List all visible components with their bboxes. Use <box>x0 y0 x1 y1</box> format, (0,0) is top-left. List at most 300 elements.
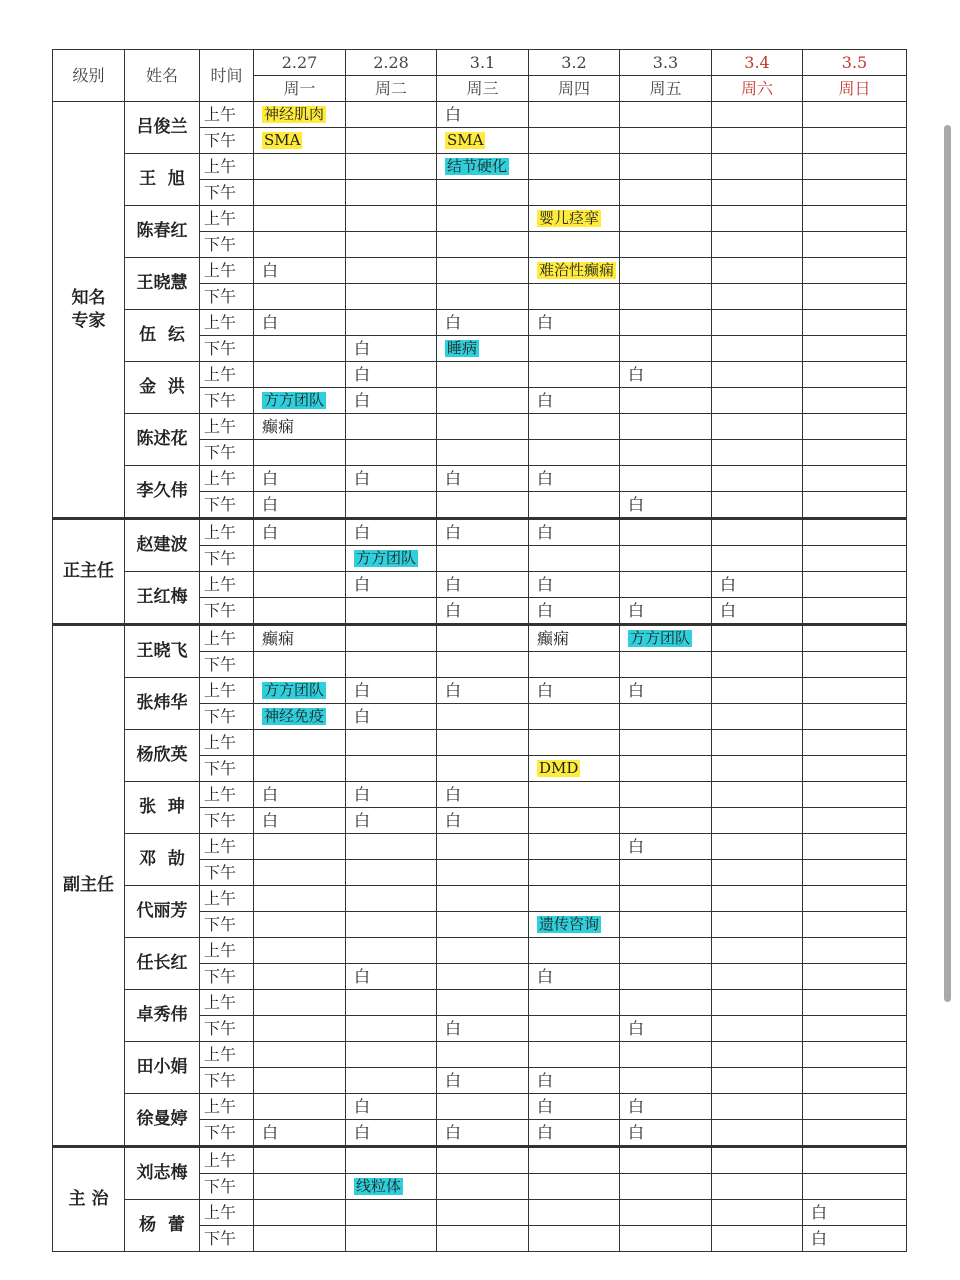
slot-label: 下午 <box>200 1016 254 1042</box>
schedule-cell: 白 <box>346 782 437 808</box>
schedule-cell <box>254 362 346 388</box>
schedule-cell <box>437 1042 529 1068</box>
schedule-cell <box>254 284 346 310</box>
schedule-cell <box>620 1200 712 1226</box>
header-cell: 姓名 <box>125 50 200 102</box>
schedule-cell <box>254 336 346 362</box>
doctor-name: 卓秀伟 <box>125 990 200 1042</box>
schedule-cell <box>346 1068 437 1094</box>
schedule-cell <box>712 1147 803 1174</box>
header-cell: 级别 <box>53 50 125 102</box>
schedule-cell: 白 <box>437 310 529 336</box>
schedule-cell <box>437 388 529 414</box>
schedule-cell <box>620 912 712 938</box>
doctor-name: 王晓慧 <box>125 258 200 310</box>
schedule-cell <box>529 154 620 180</box>
clinic-tag: SMA <box>264 131 301 149</box>
schedule-cell <box>803 625 907 652</box>
schedule-cell <box>437 652 529 678</box>
schedule-cell <box>712 1174 803 1200</box>
schedule-cell <box>346 180 437 206</box>
slot-label: 下午 <box>200 912 254 938</box>
slot-label: 下午 <box>200 128 254 154</box>
schedule-cell: 白 <box>620 678 712 704</box>
schedule-cell <box>803 1120 907 1147</box>
schedule-cell <box>620 652 712 678</box>
schedule-cell <box>620 756 712 782</box>
clinic-tag: 难治性癫痫 <box>539 261 615 279</box>
slot-label: 下午 <box>200 964 254 990</box>
schedule-cell <box>254 572 346 598</box>
schedule-cell <box>712 414 803 440</box>
schedule-cell <box>803 492 907 519</box>
schedule-cell <box>620 336 712 362</box>
schedule-cell <box>712 704 803 730</box>
schedule-cell <box>437 1226 529 1252</box>
doctor-name: 杨 蕾 <box>125 1200 200 1252</box>
doctor-name: 张 珅 <box>125 782 200 834</box>
schedule-cell <box>620 154 712 180</box>
schedule-cell <box>346 492 437 519</box>
schedule-cell <box>712 886 803 912</box>
slot-label: 下午 <box>200 1068 254 1094</box>
schedule-cell <box>437 154 529 180</box>
clinic-schedule-table <box>52 49 907 1252</box>
slot-label: 上午 <box>200 1200 254 1226</box>
doctor-name: 邓 劼 <box>125 834 200 886</box>
schedule-cell <box>712 1068 803 1094</box>
schedule-cell <box>529 860 620 886</box>
schedule-cell <box>346 652 437 678</box>
schedule-cell: 白 <box>529 388 620 414</box>
schedule-cell <box>346 128 437 154</box>
schedule-cell: 白 <box>346 362 437 388</box>
schedule-cell <box>803 128 907 154</box>
schedule-cell <box>254 704 346 730</box>
doctor-name: 杨欣英 <box>125 730 200 782</box>
doctor-name: 田小娟 <box>125 1042 200 1094</box>
schedule-cell <box>529 232 620 258</box>
table-row <box>53 1147 907 1174</box>
schedule-cell <box>712 912 803 938</box>
schedule-cell <box>712 1226 803 1252</box>
table-row <box>53 730 907 756</box>
schedule-cell <box>437 1200 529 1226</box>
schedule-cell: 白 <box>254 258 346 284</box>
table-row <box>53 938 907 964</box>
slot-label: 上午 <box>200 519 254 546</box>
schedule-cell <box>529 730 620 756</box>
schedule-cell <box>437 756 529 782</box>
schedule-cell: 白 <box>437 598 529 625</box>
slot-label: 下午 <box>200 180 254 206</box>
schedule-cell <box>803 310 907 336</box>
schedule-cell: 白 <box>254 466 346 492</box>
schedule-cell <box>712 990 803 1016</box>
schedule-cell: 白 <box>529 964 620 990</box>
schedule-cell <box>620 964 712 990</box>
slot-label: 上午 <box>200 258 254 284</box>
schedule-cell <box>803 1016 907 1042</box>
date-header: 2.27 <box>254 50 346 76</box>
schedule-cell <box>529 756 620 782</box>
table-row <box>53 834 907 860</box>
weekday-header: 周二 <box>346 76 437 102</box>
slot-label: 下午 <box>200 232 254 258</box>
table-row <box>53 625 907 652</box>
doctor-name: 陈春红 <box>125 206 200 258</box>
slot-label: 上午 <box>200 102 254 128</box>
schedule-cell <box>712 625 803 652</box>
schedule-cell <box>437 938 529 964</box>
schedule-cell <box>346 938 437 964</box>
schedule-cell: 白 <box>437 572 529 598</box>
schedule-cell <box>437 206 529 232</box>
header-cell: 时间 <box>200 50 254 102</box>
schedule-cell <box>712 1094 803 1120</box>
schedule-cell <box>712 206 803 232</box>
schedule-cell: 白 <box>437 678 529 704</box>
slot-label: 上午 <box>200 730 254 756</box>
slot-label: 上午 <box>200 154 254 180</box>
doctor-name: 吕俊兰 <box>125 102 200 154</box>
clinic-tag: 方方团队 <box>356 549 417 567</box>
schedule-cell <box>803 834 907 860</box>
schedule-cell: 白 <box>712 598 803 625</box>
schedule-cell <box>254 678 346 704</box>
schedule-cell <box>529 546 620 572</box>
schedule-cell <box>437 414 529 440</box>
schedule-cell <box>254 730 346 756</box>
slot-label: 上午 <box>200 206 254 232</box>
schedule-cell <box>620 546 712 572</box>
date-header: 3.5 <box>803 50 907 76</box>
schedule-cell <box>254 1147 346 1174</box>
schedule-cell <box>254 1068 346 1094</box>
clinic-tag: 结节硬化 <box>447 157 508 175</box>
schedule-cell <box>529 362 620 388</box>
schedule-cell <box>803 808 907 834</box>
schedule-cell <box>712 1016 803 1042</box>
schedule-cell <box>254 1174 346 1200</box>
schedule-cell <box>803 440 907 466</box>
clinic-tag: 婴儿痉挛 <box>539 209 600 227</box>
schedule-cell <box>346 886 437 912</box>
schedule-cell: 白 <box>620 1016 712 1042</box>
slot-label: 上午 <box>200 886 254 912</box>
schedule-cell <box>254 598 346 625</box>
slot-label: 下午 <box>200 440 254 466</box>
schedule-cell <box>712 678 803 704</box>
date-header: 2.28 <box>346 50 437 76</box>
schedule-cell <box>712 492 803 519</box>
schedule-cell <box>803 206 907 232</box>
slot-label: 上午 <box>200 625 254 652</box>
schedule-cell: 白 <box>529 310 620 336</box>
schedule-cell <box>712 1120 803 1147</box>
schedule-cell <box>712 440 803 466</box>
schedule-cell <box>803 1174 907 1200</box>
schedule-cell <box>620 128 712 154</box>
schedule-cell <box>529 440 620 466</box>
schedule-cell: 白 <box>529 1068 620 1094</box>
schedule-cell <box>529 1174 620 1200</box>
schedule-cell <box>803 466 907 492</box>
schedule-cell <box>712 128 803 154</box>
schedule-cell: 白 <box>346 388 437 414</box>
schedule-cell <box>620 572 712 598</box>
schedule-cell <box>529 1042 620 1068</box>
weekday-header: 周四 <box>529 76 620 102</box>
schedule-cell <box>437 834 529 860</box>
date-header: 3.1 <box>437 50 529 76</box>
clinic-tag: SMA <box>447 131 484 149</box>
schedule-cell <box>254 102 346 128</box>
schedule-cell: 白 <box>620 834 712 860</box>
vertical-scrollbar[interactable] <box>944 125 951 1002</box>
schedule-cell <box>529 492 620 519</box>
table-row <box>53 1200 907 1226</box>
clinic-tag: 神经免疫 <box>264 707 325 725</box>
schedule-cell <box>346 990 437 1016</box>
date-header: 3.3 <box>620 50 712 76</box>
slot-label: 上午 <box>200 1042 254 1068</box>
schedule-cell <box>803 782 907 808</box>
schedule-cell <box>529 938 620 964</box>
schedule-cell <box>346 1174 437 1200</box>
weekday-header: 周三 <box>437 76 529 102</box>
schedule-cell <box>620 1174 712 1200</box>
schedule-cell <box>254 232 346 258</box>
schedule-cell <box>620 730 712 756</box>
doctor-name: 李久伟 <box>125 466 200 519</box>
schedule-cell: 白 <box>254 310 346 336</box>
doctor-name: 任长红 <box>125 938 200 990</box>
schedule-cell <box>529 1016 620 1042</box>
schedule-cell <box>712 362 803 388</box>
clinic-tag: 方方团队 <box>264 391 325 409</box>
schedule-cell <box>346 232 437 258</box>
schedule-cell <box>712 284 803 310</box>
schedule-cell <box>712 546 803 572</box>
schedule-cell: 白 <box>346 336 437 362</box>
schedule-cell <box>620 625 712 652</box>
schedule-cell <box>620 466 712 492</box>
schedule-cell <box>437 1094 529 1120</box>
schedule-cell: 白 <box>346 964 437 990</box>
weekday-header: 周六 <box>712 76 803 102</box>
schedule-cell <box>346 860 437 886</box>
doctor-name: 赵建波 <box>125 519 200 572</box>
schedule-cell: 白 <box>437 808 529 834</box>
schedule-cell <box>712 519 803 546</box>
schedule-cell <box>803 388 907 414</box>
schedule-cell <box>712 336 803 362</box>
schedule-cell <box>803 652 907 678</box>
schedule-cell: 白 <box>620 492 712 519</box>
schedule-cell <box>437 1174 529 1200</box>
schedule-cell: 白 <box>620 362 712 388</box>
schedule-cell <box>712 388 803 414</box>
schedule-cell: 白 <box>254 808 346 834</box>
clinic-tag: 线粒体 <box>356 1177 402 1195</box>
slot-label: 下午 <box>200 1226 254 1252</box>
schedule-cell <box>437 258 529 284</box>
schedule-cell <box>620 310 712 336</box>
schedule-cell <box>346 414 437 440</box>
slot-label: 上午 <box>200 782 254 808</box>
schedule-cell: 白 <box>346 466 437 492</box>
schedule-cell: 白 <box>620 598 712 625</box>
schedule-cell <box>529 782 620 808</box>
schedule-cell <box>437 546 529 572</box>
slot-label: 下午 <box>200 1120 254 1147</box>
schedule-cell <box>437 232 529 258</box>
schedule-cell <box>254 990 346 1016</box>
table-row <box>53 466 907 492</box>
schedule-cell <box>346 756 437 782</box>
clinic-tag: 方方团队 <box>630 629 691 647</box>
schedule-cell: 白 <box>529 598 620 625</box>
clinic-tag: 方方团队 <box>264 681 325 699</box>
schedule-cell <box>437 964 529 990</box>
schedule-cell <box>437 492 529 519</box>
schedule-cell <box>803 572 907 598</box>
schedule-cell: 白 <box>346 1120 437 1147</box>
table-row <box>53 154 907 180</box>
schedule-cell <box>803 414 907 440</box>
schedule-cell <box>803 964 907 990</box>
schedule-cell <box>529 834 620 860</box>
schedule-cell <box>803 258 907 284</box>
schedule-cell <box>712 808 803 834</box>
table-row <box>53 782 907 808</box>
schedule-cell <box>346 625 437 652</box>
schedule-cell <box>346 102 437 128</box>
doctor-name: 王红梅 <box>125 572 200 625</box>
schedule-cell <box>712 782 803 808</box>
slot-label: 上午 <box>200 678 254 704</box>
schedule-cell <box>529 102 620 128</box>
group-label: 副主任 <box>53 625 125 1147</box>
schedule-cell: 白 <box>529 1094 620 1120</box>
table-row <box>53 519 907 546</box>
schedule-cell <box>803 598 907 625</box>
weekday-header: 周日 <box>803 76 907 102</box>
schedule-cell <box>529 284 620 310</box>
doctor-name: 金 洪 <box>125 362 200 414</box>
schedule-cell <box>620 808 712 834</box>
schedule-cell: 白 <box>346 519 437 546</box>
schedule-cell <box>620 938 712 964</box>
slot-label: 上午 <box>200 466 254 492</box>
group-label: 主 治 <box>53 1147 125 1252</box>
schedule-cell <box>346 206 437 232</box>
schedule-cell <box>254 1042 346 1068</box>
slot-label: 下午 <box>200 492 254 519</box>
schedule-cell <box>712 466 803 492</box>
schedule-cell: 白 <box>437 1120 529 1147</box>
schedule-cell: 白 <box>254 782 346 808</box>
schedule-cell <box>620 1042 712 1068</box>
schedule-cell <box>346 1147 437 1174</box>
date-header: 3.2 <box>529 50 620 76</box>
schedule-cell: 白 <box>346 1094 437 1120</box>
schedule-cell <box>254 128 346 154</box>
schedule-cell <box>712 258 803 284</box>
schedule-cell <box>803 362 907 388</box>
slot-label: 下午 <box>200 388 254 414</box>
table-row <box>53 886 907 912</box>
weekday-header: 周五 <box>620 76 712 102</box>
schedule-cell <box>620 440 712 466</box>
table-row <box>53 990 907 1016</box>
clinic-tag: DMD <box>539 759 579 777</box>
slot-label: 下午 <box>200 1174 254 1200</box>
slot-label: 下午 <box>200 860 254 886</box>
table-row <box>53 206 907 232</box>
table-row <box>53 678 907 704</box>
schedule-cell <box>437 990 529 1016</box>
slot-label: 上午 <box>200 1147 254 1174</box>
schedule-cell: 白 <box>437 466 529 492</box>
table-row <box>53 1094 907 1120</box>
schedule-cell <box>254 652 346 678</box>
schedule-cell <box>346 440 437 466</box>
schedule-cell <box>803 756 907 782</box>
doctor-name: 刘志梅 <box>125 1147 200 1200</box>
schedule-cell <box>712 938 803 964</box>
slot-label: 下午 <box>200 284 254 310</box>
schedule-cell <box>803 678 907 704</box>
schedule-cell <box>529 1200 620 1226</box>
schedule-cell: 白 <box>254 519 346 546</box>
table-row <box>53 362 907 388</box>
schedule-cell: 白 <box>346 572 437 598</box>
doctor-name: 张炜华 <box>125 678 200 730</box>
schedule-cell <box>529 912 620 938</box>
schedule-cell: 白 <box>529 678 620 704</box>
schedule-cell: 癫痫 <box>254 625 346 652</box>
date-header: 3.4 <box>712 50 803 76</box>
schedule-cell <box>712 1200 803 1226</box>
schedule-cell: 白 <box>254 1120 346 1147</box>
schedule-cell <box>437 440 529 466</box>
slot-label: 上午 <box>200 990 254 1016</box>
schedule-cell <box>254 546 346 572</box>
schedule-cell <box>803 730 907 756</box>
schedule-cell <box>803 1068 907 1094</box>
schedule-cell: 白 <box>803 1226 907 1252</box>
schedule-cell <box>712 730 803 756</box>
schedule-cell <box>803 154 907 180</box>
schedule-cell <box>346 154 437 180</box>
schedule-cell: 白 <box>620 1094 712 1120</box>
schedule-cell <box>803 938 907 964</box>
schedule-cell <box>620 782 712 808</box>
slot-label: 上午 <box>200 572 254 598</box>
schedule-cell <box>712 964 803 990</box>
slot-label: 上午 <box>200 310 254 336</box>
schedule-cell <box>620 990 712 1016</box>
schedule-cell <box>803 102 907 128</box>
schedule-cell <box>620 258 712 284</box>
doctor-name: 代丽芳 <box>125 886 200 938</box>
schedule-cell <box>620 860 712 886</box>
schedule-cell <box>712 310 803 336</box>
schedule-cell <box>803 284 907 310</box>
schedule-cell <box>254 1016 346 1042</box>
